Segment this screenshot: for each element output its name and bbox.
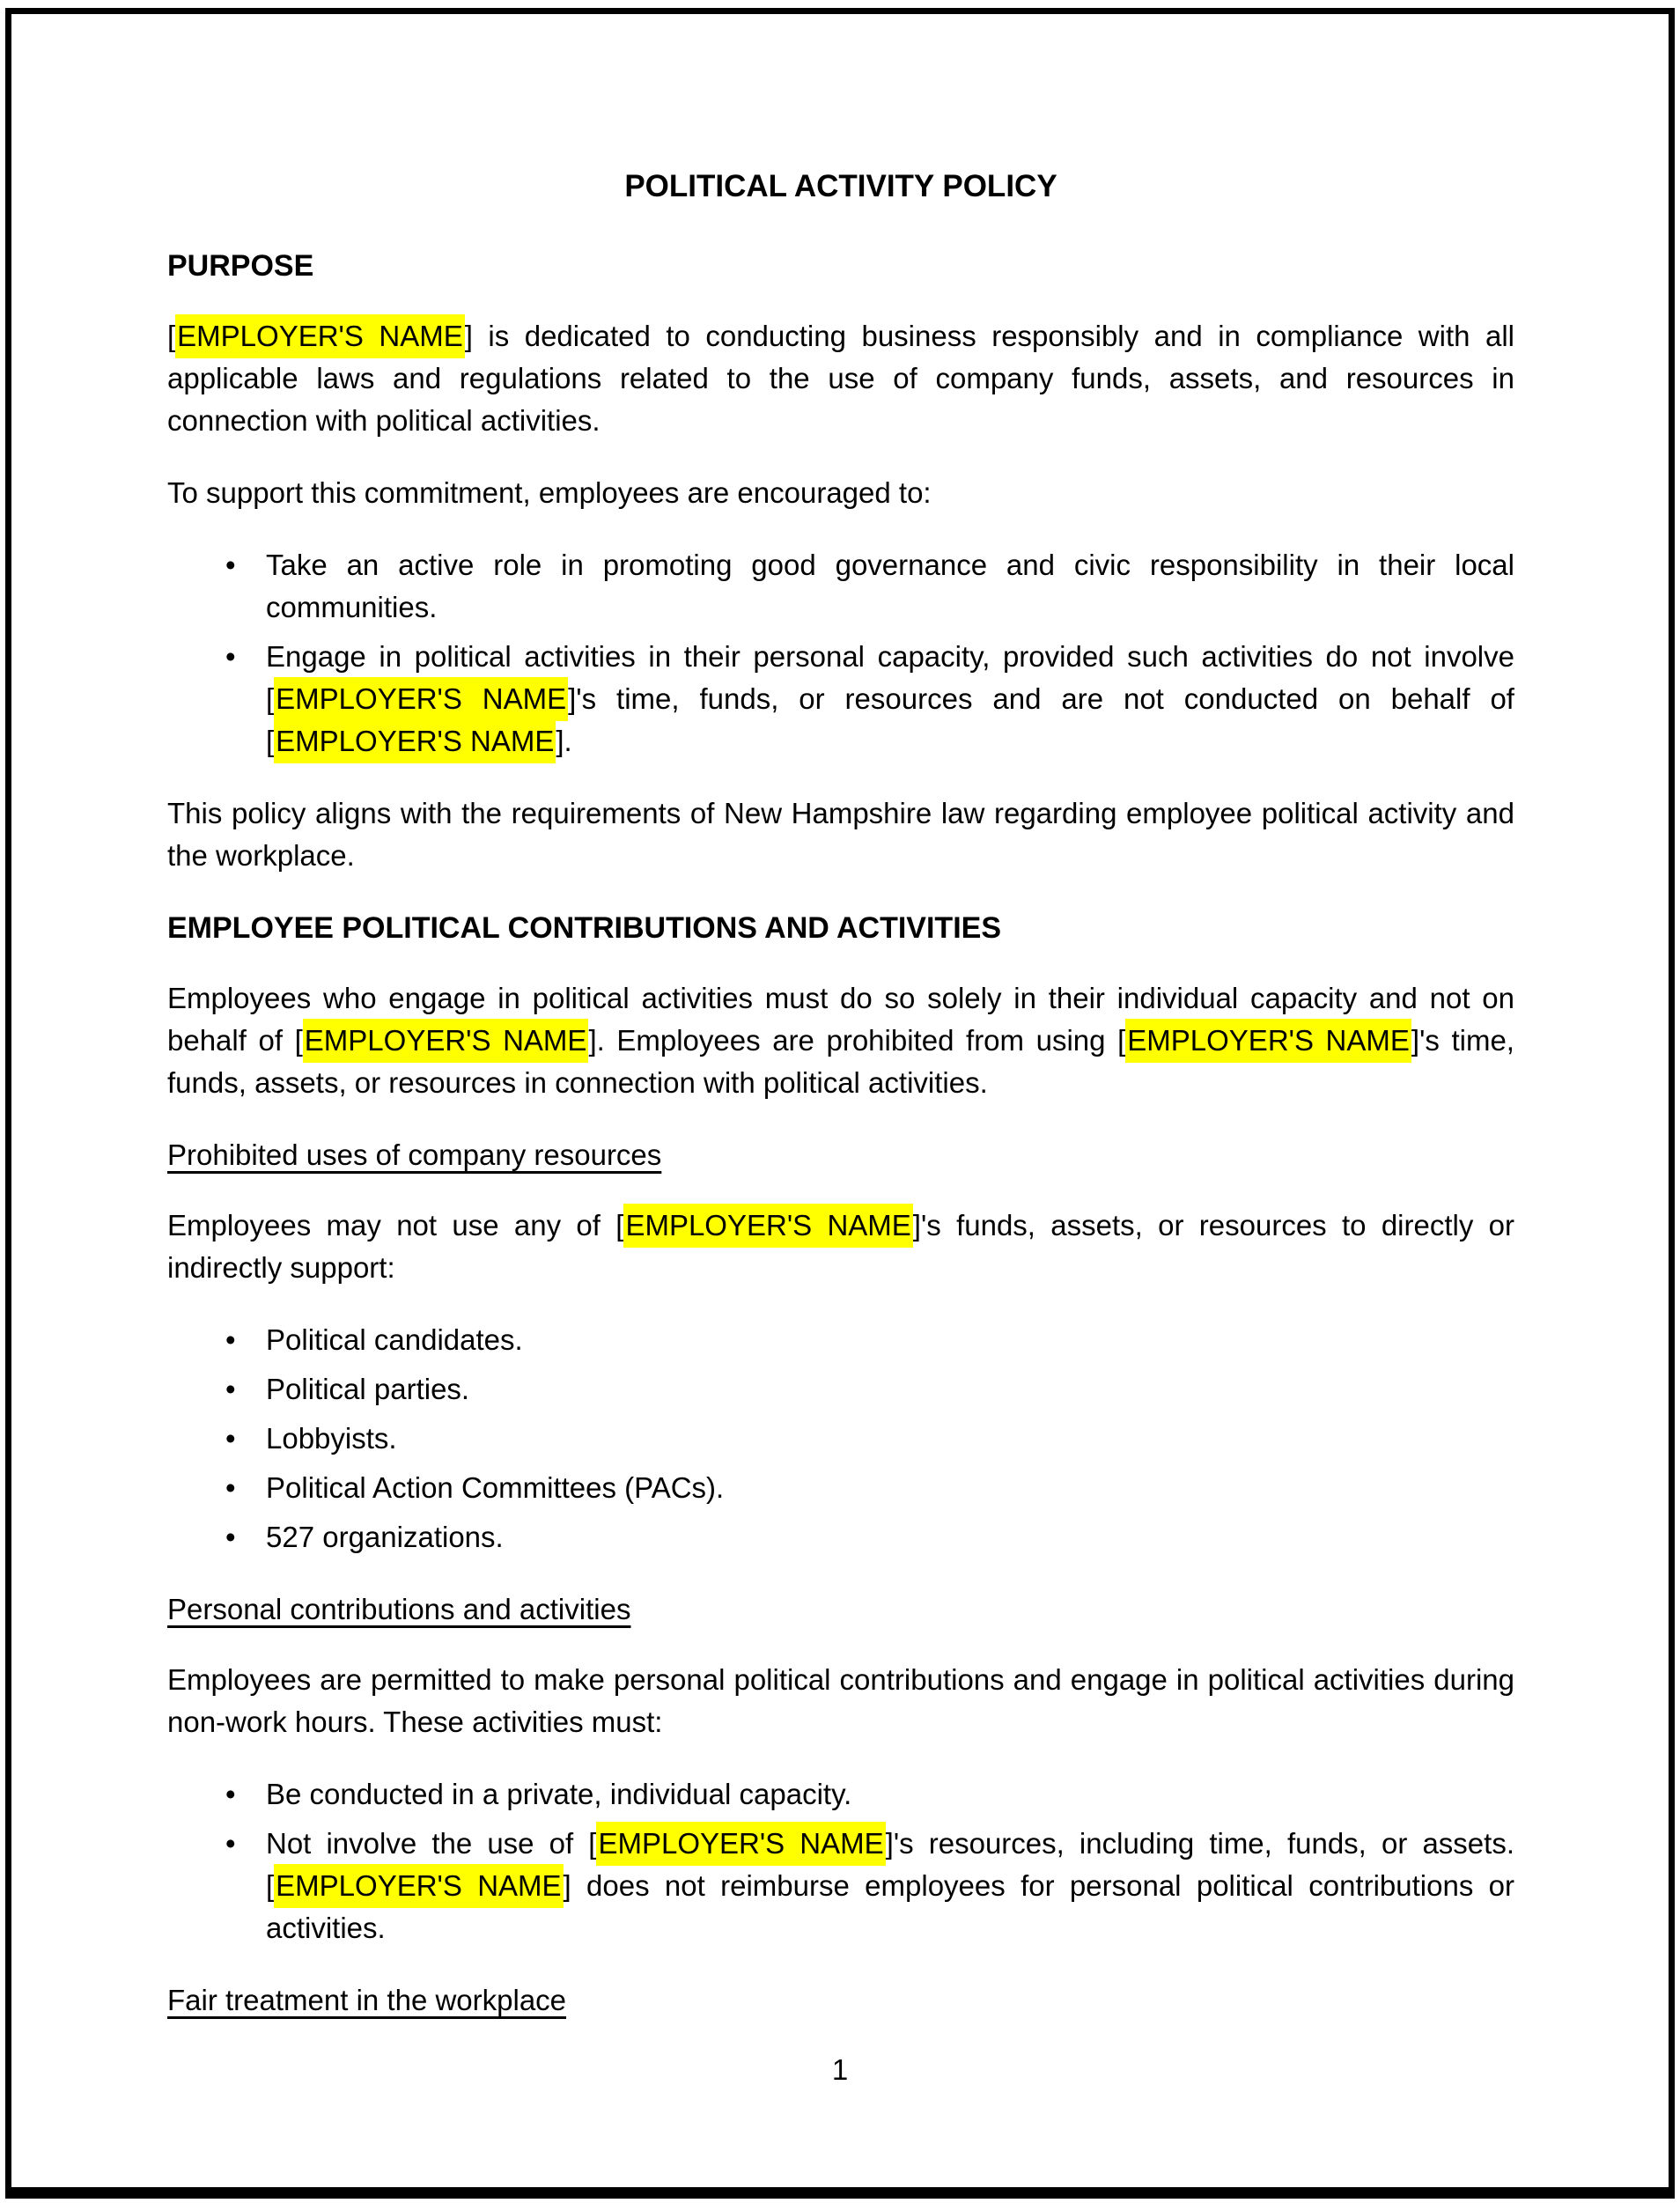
paragraph: Employees who engage in political activities must do so solely in their individual capacity and not on behalf of [EMPLOYER'S NAME]. Employees are prohibited from using [EMPLOYER'S NAME]'s time, funds, assets, or resources in connection with political activities. <box>167 982 1514 1099</box>
list-item: • Political candidates. <box>266 1319 1514 1361</box>
list-item: • Engage in political activities in their personal capacity, provided such activities do not involve [EMPLOYER'S NAME]'s time, funds, or resources and are not conducted on behalf of [EMPLOYER'S NAME]. <box>266 636 1514 763</box>
paragraph: This policy aligns with the requirements of New Hampshire law regarding employee political activity and the workplace. <box>167 797 1514 872</box>
paragraph: Employees are permitted to make personal political contributions and engage in political activities during non-work hours. These activities must: <box>167 1663 1514 1738</box>
highlight-placeholder: EMPLOYER'S NAME <box>175 314 465 358</box>
paragraph: [EMPLOYER'S NAME] is dedicated to conducting business responsibly and in compliance with all applicable laws and regulations related to the use of company funds, assets, and resources in connection with political activities. <box>167 315 1514 442</box>
bullet-list <box>167 544 1514 763</box>
list-item: • Not involve the use of [EMPLOYER'S NAME]'s resources, including time, funds, or assets. [EMPLOYER'S NAME] does not reimburse employees for personal political contributions or activities. <box>266 1823 1514 1949</box>
paragraph: To support this commitment, employees are encouraged to: <box>167 476 932 509</box>
list-item: • Lobbyists. <box>266 1418 1514 1460</box>
highlight-placeholder: EMPLOYER'S NAME <box>274 677 568 721</box>
sub-heading: Personal contributions and activities <box>167 1593 631 1625</box>
highlight-placeholder: EMPLOYER'S NAME <box>1125 1019 1411 1063</box>
bullet-list <box>167 1319 1514 1558</box>
document-title: POLITICAL ACTIVITY POLICY <box>624 169 1057 203</box>
highlight-placeholder: EMPLOYER'S NAME <box>274 1864 563 1908</box>
sub-heading: Prohibited uses of company resources <box>167 1138 662 1171</box>
sub-heading: Fair treatment in the workplace <box>167 1984 567 2016</box>
section-heading: PURPOSE <box>167 249 314 283</box>
document-page <box>167 166 1514 2050</box>
list-item: • Political parties. <box>266 1368 1514 1411</box>
paragraph: Employees may not use any of [EMPLOYER'S NAME]'s funds, assets, or resources to directly or indirectly support: <box>167 1205 1514 1289</box>
highlight-placeholder: EMPLOYER'S NAME <box>623 1204 912 1248</box>
page-number: 1 <box>831 2053 849 2086</box>
list-item: • 527 organizations. <box>266 1516 1514 1558</box>
section-heading: EMPLOYEE POLITICAL CONTRIBUTIONS AND ACTIVITIES <box>167 911 1002 945</box>
document-body <box>167 245 1514 2022</box>
highlight-placeholder: EMPLOYER'S NAME <box>596 1822 885 1866</box>
highlight-placeholder: EMPLOYER'S NAME <box>303 1019 589 1063</box>
highlight-placeholder: EMPLOYER'S NAME <box>274 719 556 763</box>
list-item: • Be conducted in a private, individual capacity. <box>266 1773 1514 1816</box>
list-item: • Take an active role in promoting good governance and civic responsibility in their local communities. <box>266 544 1514 629</box>
bullet-list <box>167 1773 1514 1949</box>
list-item: • Political Action Committees (PACs). <box>266 1467 1514 1509</box>
